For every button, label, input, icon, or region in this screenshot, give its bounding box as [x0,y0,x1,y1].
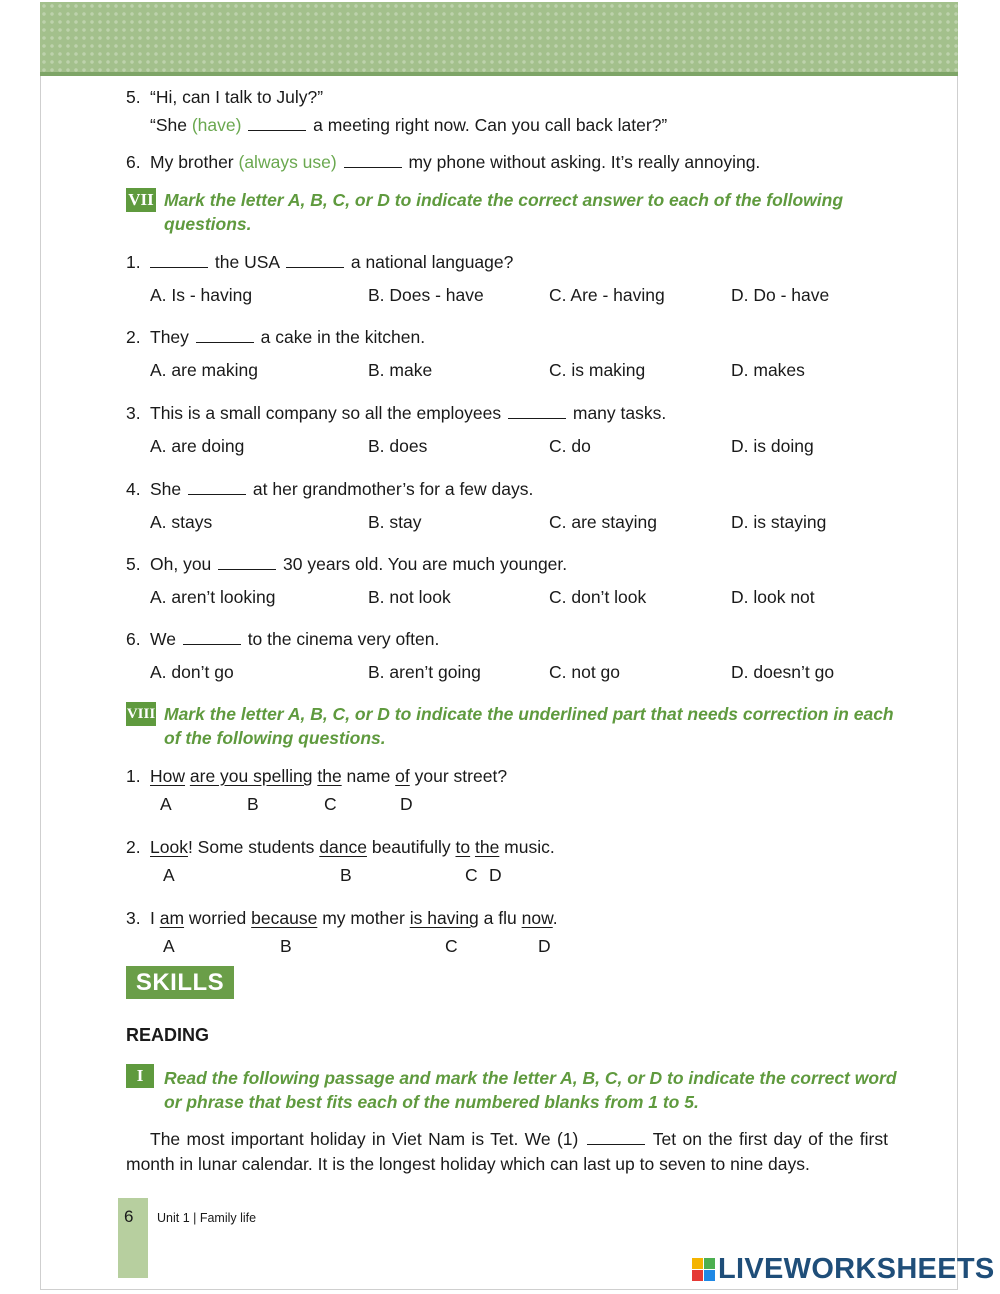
answer-blank[interactable] [150,251,208,268]
answer-blank[interactable] [286,251,344,268]
text-part: to the cinema very often. [247,629,440,649]
letter-label-a: A [160,794,172,814]
text-part: They [150,327,189,347]
text-part: my mother [317,908,410,928]
q-number: 5. [126,554,141,574]
underlined-part-b[interactable]: are you spelling [189,766,313,786]
question-text [150,114,667,136]
letter-label-a: A [163,865,175,885]
option-a[interactable]: A. Is - having [150,285,253,305]
underlined-part-b[interactable]: because [251,908,318,928]
answer-blank[interactable] [248,114,306,131]
underlined-part-a[interactable]: Look [150,837,188,857]
text-part: many tasks. [572,403,667,423]
q-number: 2. [126,327,141,347]
question-text [150,402,666,424]
section-instruction: Mark the letter A, B, C, or D to indicate the correct answer to each of the following [164,190,844,210]
answer-blank[interactable] [218,553,276,570]
question-text [150,765,507,787]
option-c[interactable]: C. Are - having [549,285,665,305]
option-c[interactable]: C. do [549,436,591,456]
answer-blank[interactable] [188,478,246,495]
question-text [150,907,558,929]
answer-blank[interactable] [508,402,566,419]
question-text [150,251,513,273]
text-part: My brother [150,152,239,172]
text-part: my phone without asking. It’s really annoying. [403,152,761,172]
answer-blank[interactable] [196,326,254,343]
option-d[interactable]: D. Do - have [731,285,830,305]
letter-label-c: C [324,794,337,814]
option-c[interactable]: C. don’t look [549,587,647,607]
section-instruction: questions. [164,214,252,234]
option-c[interactable]: C. not go [549,662,621,682]
letter-label-c: C [445,936,458,956]
section-instruction: or phrase that best fits each of the numbered blanks from 1 to 5. [164,1092,699,1112]
text-part: worried [184,908,252,928]
question-text [150,628,439,650]
option-b[interactable]: B. aren’t going [368,662,481,682]
text-part: music. [499,837,555,857]
option-d[interactable]: D. look not [731,587,815,607]
question-text [150,553,567,575]
header-band-edge [40,72,958,76]
page-number: 6 [124,1207,134,1226]
letter-label-c: C [465,865,478,885]
text-part: name [341,766,396,786]
logo-block [704,1258,715,1269]
q-number: 5. [126,87,141,107]
answer-blank[interactable] [587,1128,645,1145]
text-part: Oh, you [150,554,212,574]
option-d[interactable]: D. doesn’t go [731,662,835,682]
verb-hint: (have) [191,115,242,135]
option-a[interactable]: A. don’t go [150,662,234,682]
letter-label-d: D [489,865,502,885]
option-c[interactable]: C. are staying [549,512,657,532]
text-part: “She [150,115,192,135]
question-text [150,326,425,348]
letter-label-d: D [538,936,551,956]
option-c[interactable]: C. is making [549,360,646,380]
option-b[interactable]: B. does [368,436,428,456]
q-number: 6. [126,152,141,172]
text-part: a flu [478,908,522,928]
question-text [150,478,533,500]
q-number: 3. [126,908,141,928]
question-text: “Hi, can I talk to July?” [150,87,324,107]
answer-blank[interactable] [183,628,241,645]
q-number: 1. [126,766,141,786]
letter-label-d: D [400,794,413,814]
letter-label-b: B [247,794,259,814]
text-part: This is a small company so all the employees [150,403,502,423]
underlined-part-a[interactable]: am [159,908,185,928]
q-number: 4. [126,479,141,499]
text-part: ! Some students [187,837,320,857]
option-b[interactable]: B. stay [368,512,422,532]
text-part: a cake in the kitchen. [260,327,426,347]
logo-block [692,1258,703,1269]
text-part: at her grandmother’s for a few days. [252,479,534,499]
section-instruction: Mark the letter A, B, C, or D to indicate the underlined part that needs correction in each [164,704,894,724]
logo-blocks-icon [692,1258,715,1281]
q-number: 2. [126,837,141,857]
letter-label-b: B [280,936,292,956]
letter-label-a: A [163,936,175,956]
header-band [40,2,958,74]
q-number: 3. [126,403,141,423]
text-part: a meeting right now. Can you call back later?” [308,115,668,135]
underlined-part-d[interactable]: of [395,766,410,786]
text-part: beautifully [366,837,456,857]
option-b[interactable]: B. Does - have [368,285,484,305]
option-a[interactable]: A. aren’t looking [150,587,276,607]
text-part: the USA [214,252,280,272]
section-badge: VII [126,188,156,212]
question-text [150,836,555,858]
underlined-part-a[interactable]: How [150,766,186,786]
text-part: She [150,479,182,499]
passage-text: The most important holiday in Viet Nam is Tet. We (1) [150,1129,585,1149]
reading-passage [126,1127,888,1177]
text-part: a national language? [350,252,514,272]
question-text [150,151,760,173]
reading-heading: READING [126,1025,210,1045]
option-a[interactable]: A. are doing [150,436,245,456]
letter-label-b: B [340,865,352,885]
logo-block [704,1270,715,1281]
option-d[interactable]: D. is staying [731,512,827,532]
section-badge: VIII [126,702,156,726]
answer-blank[interactable] [344,151,402,168]
text-part: I [150,908,160,928]
section-instruction: of the following questions. [164,728,386,748]
text-part: We [150,629,176,649]
section-instruction: Read the following passage and mark the letter A, B, C, or D to indicate the correct word [164,1068,897,1088]
liveworksheets-logo[interactable] [692,1254,995,1284]
option-a[interactable]: A. are making [150,360,258,380]
underlined-part-c[interactable]: to [455,837,471,857]
underlined-part-d[interactable]: the [474,837,500,857]
option-b[interactable]: B. make [368,360,433,380]
option-d[interactable]: D. makes [731,360,805,380]
logo-block [692,1270,703,1281]
q-number: 1. [126,252,141,272]
underlined-part-c[interactable]: is having [409,908,479,928]
verb-hint: (always use) [238,152,337,172]
text-part: 30 years old. You are much younger. [283,554,568,574]
q-number: 6. [126,629,141,649]
footer-unit-label: Unit 1 | Family life [157,1211,257,1225]
option-b[interactable]: B. not look [368,587,451,607]
logo-text: LIVEWORKSHEETS [718,1253,995,1285]
option-d[interactable]: D. is doing [731,436,814,456]
text-part: your street? [409,766,508,786]
underlined-part-b[interactable]: dance [319,837,367,857]
text-part: . [552,908,558,928]
option-a[interactable]: A. stays [150,512,213,532]
section-badge: I [126,1064,154,1088]
skills-heading: SKILLS [126,966,234,999]
underlined-part-d[interactable]: now [521,908,553,928]
underlined-part-c[interactable]: the [317,766,342,786]
passage-text: Tet on the first day of the first month in lunar calendar. It is the longest holiday which can last up to seven to nine days. [126,1129,888,1174]
